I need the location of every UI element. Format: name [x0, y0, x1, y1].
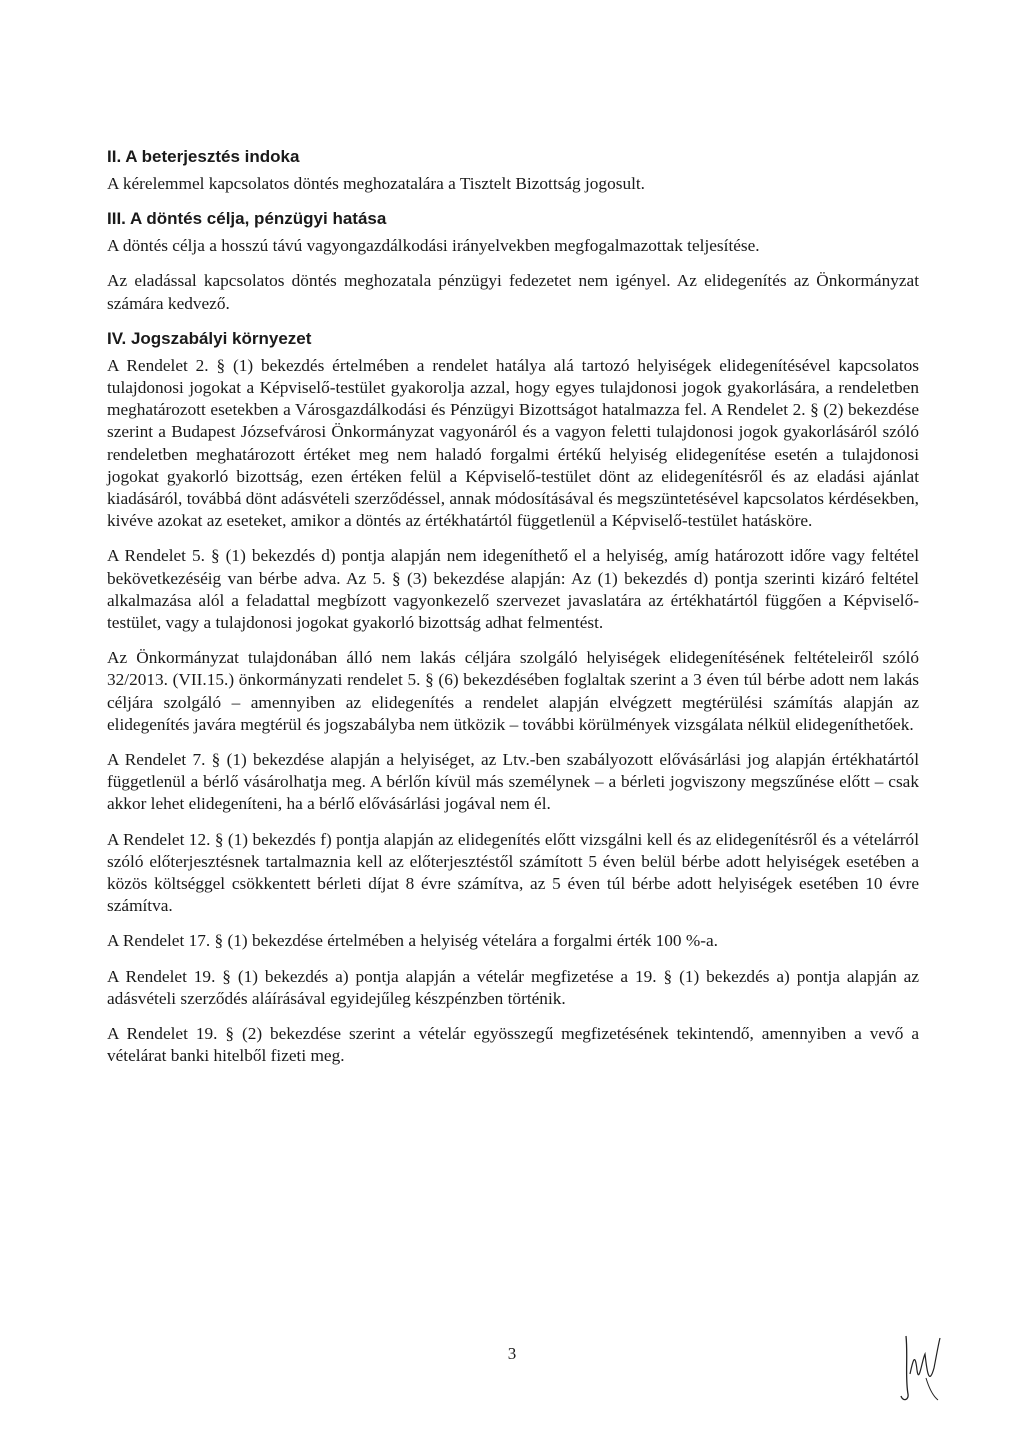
section-4-paragraph-2: A Rendelet 5. § (1) bekezdés d) pontja alapján nem idegeníthető el a helyiség, amíg határozott időre vagy feltétel bekövetkezéséig van bérbe adva. Az 5. § (3) bekezdése alapján: Az (1) bekezdés d) pontja szerinti kizáró feltétel alkalmazása alól a feladattal megbízott vagyonkezelő szervezet javaslatára az értékhatártól függően a Képviselő-testület, vagy a tulajdonosi jogokat gyakorló bizottság adhat felmentést. [107, 546, 919, 633]
section-3-paragraph-2: Az eladással kapcsolatos döntés meghozatala pénzügyi fedezetet nem igényel. Az elidegenítés az Önkormányzat számára kedvező. [107, 271, 919, 313]
section-4-paragraph-5: A Rendelet 12. § (1) bekezdés f) pontja alapján az elidegenítés előtt vizsgálni kell és az elidegenítésről és a vételárról szóló előterjesztésnek tartalmaznia kell az előterjesztéstől számított 5 éven belül bérbe adott helyiségek esetében a közös költséggel csökkentett bérleti díjat 8 évre számítva, az 5 éven túl bérbe adott helyiségek esetében 10 évre számítva. [107, 829, 919, 916]
signature-mark [896, 1330, 946, 1406]
section-heading-3: III. A döntés célja, pénzügyi hatása [107, 209, 387, 229]
section-4-paragraph-8: A Rendelet 19. § (2) bekezdése szerint a vételár egyösszegű megfizetésének tekintendő, amennyiben a vevő a vételárat banki hitelből fizeti meg. [107, 1024, 919, 1066]
page-number: 3 [507, 1344, 517, 1363]
document-body [107, 146, 919, 1081]
section-heading-4: IV. Jogszabályi környezet [107, 328, 312, 348]
section-4-paragraph-6: A Rendelet 17. § (1) bekezdése értelmében a helyiség vételára a forgalmi érték 100 %-a. [107, 931, 718, 951]
section-3-paragraph-1: A döntés célja a hosszú távú vagyongazdálkodási irányelvekben megfogalmazottak teljesítése. [107, 236, 760, 256]
section-4-paragraph-1: A Rendelet 2. § (1) bekezdés értelmében a rendelet hatálya alá tartozó helyiségek elidegenítésével kapcsolatos tulajdonosi jogokat a Képviselő-testület gyakorolja azzal, hogy egyes tulajdonosi jogok gyakorlására, a rendeletben meghatározott esetekben a Városgazdálkodási és Pénzügyi Bizottságot hatalmazza fel. A Rendelet 2. § (2) bekezdése szerint a Budapest Józsefvárosi Önkormányzat vagyonáról és a vagyon feletti tulajdonosi jogok gyakorlásáról szóló rendeletben meghatározott értéket meg nem haladó forgalmi értékű helyiség elidegenítése esetén a tulajdonosi jogokat gyakorló bizottság, ezen értéken felül a Képviselő-testület dönt az elidegenítésről és az eladási ajánlat kiadásáról, továbbá dönt adásvételi szerződéssel, annak módosításával és megszüntetésével kapcsolatos kérdésekben, kivéve azokat az eseteket, amikor a döntés az értékhatártól függetlenül a Képviselő-testület hatásköre. [107, 355, 919, 531]
section-heading-2: II. A beterjesztés indoka [107, 147, 300, 166]
section-4-paragraph-3: Az Önkormányzat tulajdonában álló nem lakás céljára szolgáló helyiségek elidegenítésének feltételeiről szóló 32/2013. (VII.15.) önkormányzati rendelet 5. § (6) bekezdésében foglaltak szerint a 3 éven túl bérbe adott nem lakás céljára szolgáló – amennyiben az elidegenítés a rendelet alapján elvégzett megtérülési számítás alapján az elidegenítés javára megtérül és jogszabályba nem ütközik – további körülmények vizsgálata nélkül elidegeníthetőek. [107, 648, 919, 734]
section-2-paragraph-1: A kérelemmel kapcsolatos döntés meghozatalára a Tisztelt Bizottság jogosult. [107, 174, 646, 193]
section-4-paragraph-4: A Rendelet 7. § (1) bekezdése alapján a helyiséget, az Ltv.-ben szabályozott elővásárlási jog alapján értékhatártól függetlenül a bérlő vásárolhatja meg. A bérlőn kívül más személynek – a bérleti jogviszony megszűnése előtt – csak akkor lehet elidegeníteni, ha a bérlő elővásárlási jogával nem él. [107, 750, 919, 814]
section-4-paragraph-7: A Rendelet 19. § (1) bekezdés a) pontja alapján a vételár megfizetése a 19. § (1) bekezdés a) pontja alapján az adásvételi szerződés aláírásával egyidejűleg készpénzben történik. [107, 966, 919, 1008]
